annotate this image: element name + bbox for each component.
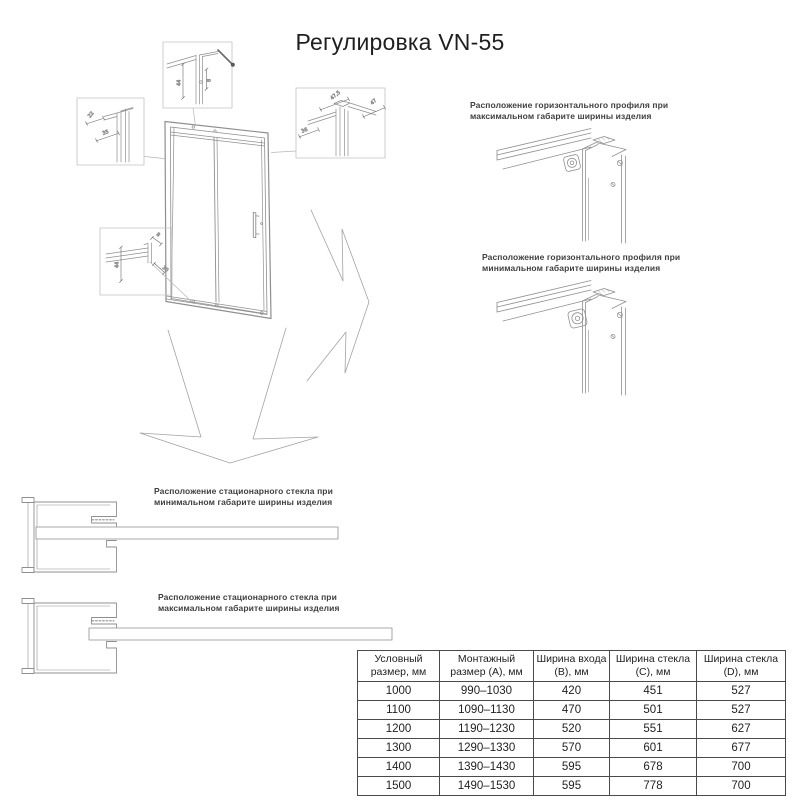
table-cell: 520 bbox=[534, 720, 610, 739]
page-title: Регулировка VN-55 bbox=[295, 29, 505, 56]
table-cell: 1500 bbox=[358, 777, 440, 796]
dim-label: 44 bbox=[176, 79, 183, 86]
table-cell: 1490–1530 bbox=[440, 777, 534, 796]
table-cell: 700 bbox=[697, 758, 786, 777]
table-cell: 501 bbox=[610, 701, 697, 720]
caption-line: Расположение горизонтального профиля при bbox=[482, 252, 681, 262]
detail-box-right bbox=[296, 88, 386, 158]
table-cell: 677 bbox=[697, 739, 786, 758]
table-cell: 1190–1230 bbox=[440, 720, 534, 739]
table-cell: 595 bbox=[534, 777, 610, 796]
table-cell: 990–1030 bbox=[440, 682, 534, 701]
table-cell: 420 bbox=[534, 682, 610, 701]
table-header-cell: Монтажный размер (A), мм bbox=[440, 651, 534, 682]
table-cell: 451 bbox=[610, 682, 697, 701]
dim-label: 30 bbox=[160, 264, 170, 274]
caption-glass-max bbox=[158, 592, 340, 613]
table-header-cell: Ширина стекла (C), мм bbox=[610, 651, 697, 682]
junction-drawing-min bbox=[497, 281, 626, 396]
glass-panel-max bbox=[89, 628, 392, 640]
table-cell: 700 bbox=[697, 777, 786, 796]
table-cell: 1300 bbox=[358, 739, 440, 758]
size-table bbox=[357, 650, 786, 796]
dim-label: 47,5 bbox=[329, 89, 342, 102]
caption-line: минимальном габарите ширины изделия bbox=[154, 496, 333, 507]
table-header-cell: Ширина стекла (D), мм bbox=[697, 651, 786, 682]
table-cell: 1090–1130 bbox=[440, 701, 534, 720]
caption-glass-min bbox=[154, 486, 333, 507]
dim-label: 36 bbox=[300, 126, 309, 135]
table-cell: 678 bbox=[610, 758, 697, 777]
table-cell: 1100 bbox=[358, 701, 440, 720]
roller-icon bbox=[567, 308, 587, 328]
table-row bbox=[358, 701, 786, 720]
caption-line: максимальном габарите ширины изделия bbox=[470, 110, 652, 121]
detail-box-bottom bbox=[100, 228, 172, 295]
size-table-body bbox=[358, 682, 786, 796]
table-cell: 527 bbox=[697, 701, 786, 720]
table-row bbox=[358, 758, 786, 777]
dim-label: 35 bbox=[101, 129, 110, 137]
dim-label: 8 bbox=[154, 231, 161, 239]
table-cell: 1000 bbox=[358, 682, 440, 701]
table-cell: 595 bbox=[534, 758, 610, 777]
caption-profile-min bbox=[482, 252, 680, 273]
table-cell: 1400 bbox=[358, 758, 440, 777]
table-cell: 570 bbox=[534, 739, 610, 758]
table-cell: 1290–1330 bbox=[440, 739, 534, 758]
caption-line: Расположение стационарного стекла при bbox=[158, 592, 337, 602]
table-row bbox=[358, 682, 786, 701]
table-header-cell: Условный размер, мм bbox=[358, 651, 440, 682]
door-drawing bbox=[165, 122, 271, 319]
detail-box-left bbox=[77, 98, 144, 165]
dim-label: 47 bbox=[369, 97, 379, 107]
caption-profile-max bbox=[470, 100, 668, 121]
glass-panel-min bbox=[36, 527, 338, 539]
table-cell: 601 bbox=[610, 739, 697, 758]
caption-line: максимальном габарите ширины изделия bbox=[158, 602, 340, 613]
table-row bbox=[358, 777, 786, 796]
table-cell: 1200 bbox=[358, 720, 440, 739]
table-cell: 551 bbox=[610, 720, 697, 739]
caption-line: минимальном габарите ширины изделия bbox=[482, 262, 661, 273]
roller-icon bbox=[563, 154, 581, 172]
table-header-cell: Ширина входа (B), мм bbox=[534, 651, 610, 682]
table-cell: 470 bbox=[534, 701, 610, 720]
door-handle bbox=[253, 213, 262, 238]
table-cell: 778 bbox=[610, 777, 697, 796]
caption-line: Расположение стационарного стекла при bbox=[154, 486, 333, 496]
dim-label: 22 bbox=[86, 110, 96, 120]
big-arrow-right-icon bbox=[307, 210, 369, 381]
table-row bbox=[358, 739, 786, 758]
table-header-row bbox=[358, 651, 786, 682]
table-cell: 627 bbox=[697, 720, 786, 739]
junction-drawing-max bbox=[497, 129, 626, 244]
table-cell: 527 bbox=[697, 682, 786, 701]
detail-box-top bbox=[163, 42, 235, 108]
table-row bbox=[358, 720, 786, 739]
leader-lines bbox=[144, 108, 296, 302]
dim-label: 8 bbox=[206, 78, 213, 82]
caption-line: Расположение горизонтального профиля при bbox=[470, 100, 669, 110]
dim-label: 44 bbox=[114, 261, 121, 268]
wall-profile-min bbox=[22, 498, 338, 573]
table-cell: 1390–1430 bbox=[440, 758, 534, 777]
big-arrow-down-icon bbox=[140, 328, 318, 463]
